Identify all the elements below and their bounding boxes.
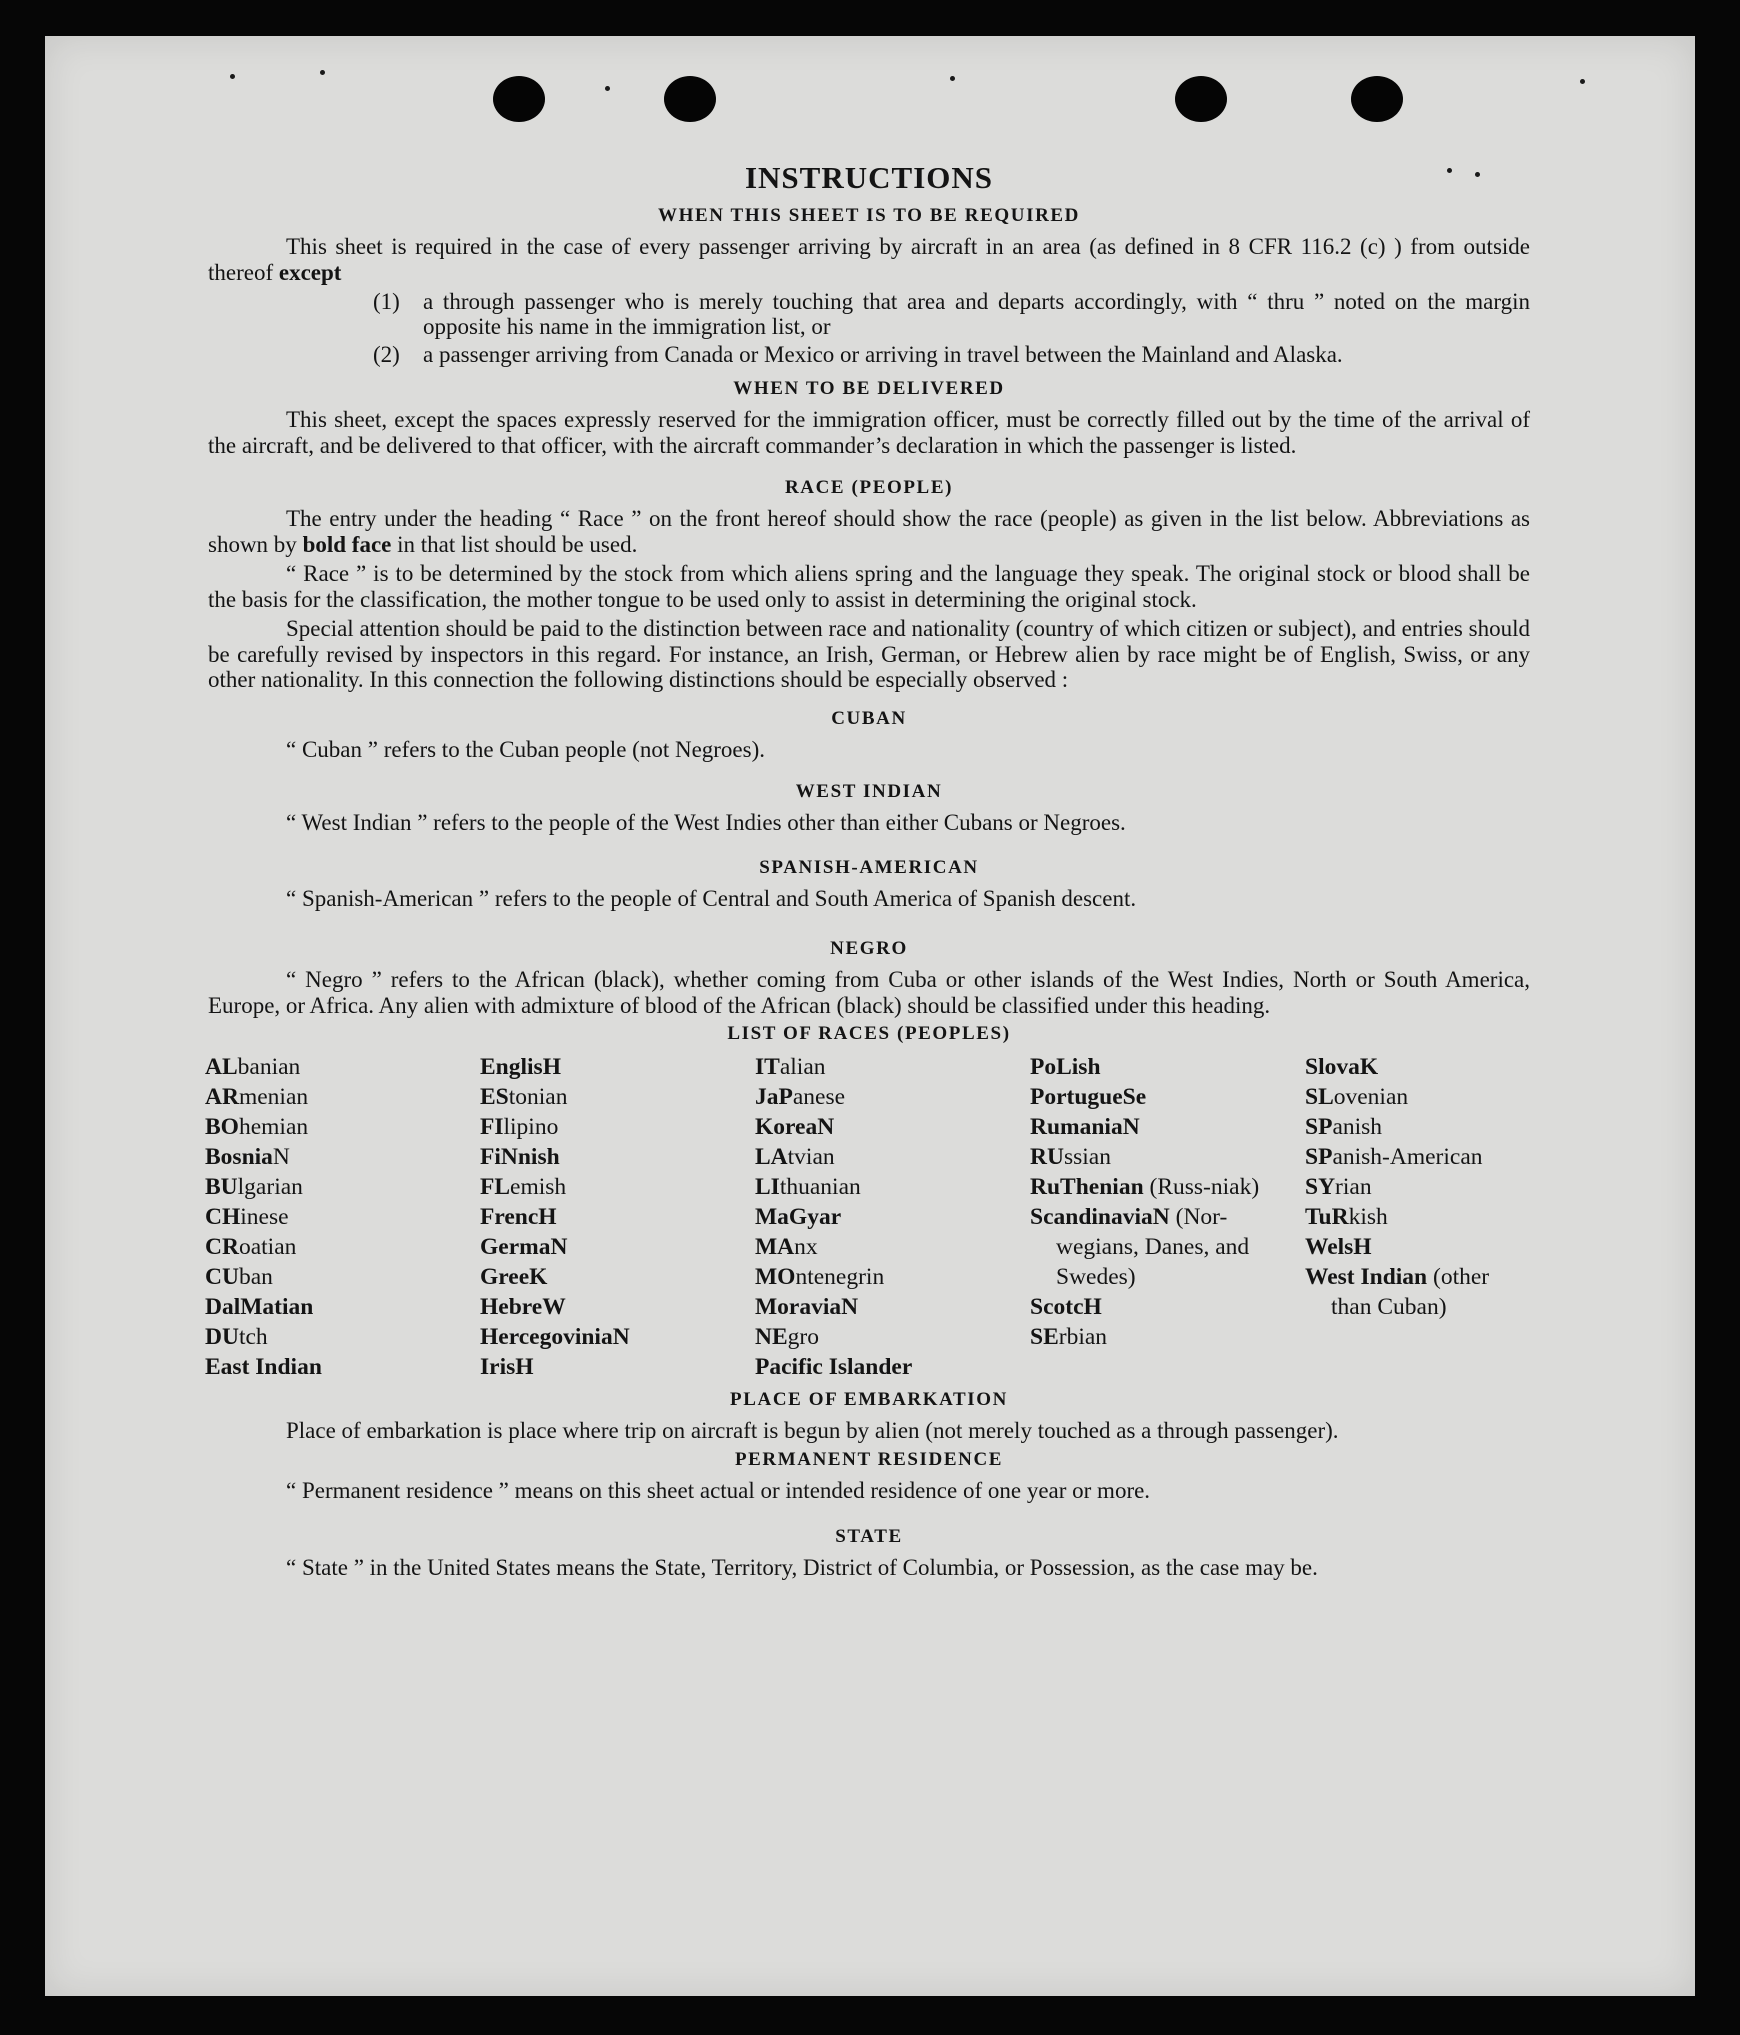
race-abbrev: SY bbox=[1305, 1174, 1336, 1200]
instructions-content bbox=[205, 160, 1530, 1581]
race-rest: tch bbox=[238, 1324, 268, 1350]
race-abbrev: DalMatian bbox=[205, 1294, 314, 1320]
race-abbrev: SlovaK bbox=[1305, 1054, 1379, 1080]
negro-text: “ Negro ” refers to the African (black), whether coming from Cuba or other islands of the West Indies, North or South America, Europe, or Africa. Any alien with admixture of blood of the African (black) should be classified under this heading. bbox=[208, 967, 1530, 1018]
speck bbox=[605, 86, 610, 91]
section-heading-races-list: LIST OF RACES (PEOPLES) bbox=[727, 1023, 1011, 1044]
race-entry bbox=[755, 1232, 1030, 1262]
section-heading-cuban: CUBAN bbox=[831, 707, 907, 729]
spanish-american-text: “ Spanish-American ” refers to the people of Central and South America of Spanish descent. bbox=[286, 885, 1137, 911]
race-abbrev: NE bbox=[755, 1324, 788, 1350]
race-rest: lgarian bbox=[237, 1174, 303, 1200]
race-rest: (Russ-niak) bbox=[1143, 1174, 1260, 1200]
exception-text: a through passenger who is merely touching that area and departs accordingly, with “ thru ” noted on the margin opposite his name in the immigration list, or bbox=[423, 289, 1530, 339]
race-entry bbox=[1030, 1172, 1305, 1202]
west-indian-text: “ West Indian ” refers to the people of the West Indies other than either Cubans or Negroes. bbox=[286, 810, 1126, 835]
cuban-text: “ Cuban ” refers to the Cuban people (not Negroes). bbox=[286, 736, 766, 762]
required-intro-bold: except bbox=[278, 259, 342, 285]
race-entry bbox=[755, 1142, 1030, 1172]
race-rest: ssian bbox=[1063, 1144, 1111, 1170]
race-entry bbox=[205, 1052, 480, 1082]
race-entry bbox=[755, 1082, 1030, 1112]
race-entry bbox=[755, 1112, 1030, 1142]
residence-text: “ Permanent residence ” means on this sheet actual or intended residence of one year or more. bbox=[286, 1477, 1151, 1503]
race-entry bbox=[480, 1322, 755, 1352]
race-rest: inese bbox=[240, 1204, 289, 1230]
race-abbrev: CH bbox=[205, 1204, 241, 1230]
race-entry bbox=[1030, 1142, 1305, 1172]
race-abbrev: East Indian bbox=[205, 1354, 322, 1380]
race-paragraph-3: Special attention should be paid to the distinction between race and nationality (country of which citizen or subject), and entries should be carefully revised by inspectors in this regard. For instance, an Irish, German, or Hebrew alien by race might be of English, Swiss, or any other nationality. In this connection the following distinctions should be especially observed : bbox=[208, 616, 1530, 692]
exception-text: a passenger arriving from Canada or Mexico or arriving in travel between the Mainland and Alaska. bbox=[423, 342, 1343, 367]
section-heading-required: WHEN THIS SHEET IS TO BE REQUIRED bbox=[657, 205, 1081, 226]
race-abbrev: SE bbox=[1030, 1324, 1059, 1350]
race-rest: kish bbox=[1348, 1204, 1388, 1230]
race-entry bbox=[205, 1232, 480, 1262]
race-rest: anish bbox=[1332, 1114, 1383, 1140]
section-heading-residence: PERMANENT RESIDENCE bbox=[734, 1448, 1004, 1470]
race-abbrev: FrencH bbox=[480, 1204, 557, 1230]
race-abbrev: MA bbox=[755, 1234, 795, 1260]
race-abbrev: BO bbox=[205, 1114, 239, 1140]
race-rest: lipino bbox=[503, 1114, 559, 1140]
race-abbrev: FI bbox=[480, 1114, 504, 1140]
races-column bbox=[755, 1052, 1030, 1382]
race-abbrev: HercegoviniaN bbox=[480, 1324, 630, 1350]
race-abbrev: LI bbox=[755, 1174, 780, 1200]
races-column bbox=[480, 1052, 755, 1382]
race-rest: rian bbox=[1335, 1174, 1372, 1200]
race-rest: N bbox=[272, 1144, 290, 1170]
race-entry bbox=[480, 1112, 755, 1142]
race-rest: tvian bbox=[787, 1144, 835, 1170]
section-heading-embarkation: PLACE OF EMBARKATION bbox=[730, 1389, 1008, 1410]
race-abbrev: CR bbox=[205, 1234, 239, 1260]
punch-hole-1 bbox=[493, 76, 545, 122]
race-entry bbox=[480, 1262, 755, 1292]
race-entry bbox=[205, 1322, 480, 1352]
race-entry bbox=[1305, 1232, 1527, 1262]
race-rest: menian bbox=[238, 1084, 309, 1110]
section-heading-west-indian: WEST INDIAN bbox=[795, 781, 943, 802]
race-entry bbox=[1030, 1292, 1305, 1322]
race-abbrev: GermaN bbox=[480, 1234, 568, 1260]
race-rest: oatian bbox=[238, 1234, 297, 1260]
race-abbrev: IT bbox=[755, 1054, 780, 1080]
race-entry bbox=[1305, 1142, 1527, 1172]
race-entry bbox=[755, 1292, 1030, 1322]
speck bbox=[320, 70, 325, 75]
state-text: “ State ” in the United States means the State, Territory, District of Columbia, or Possession, as the case may be. bbox=[286, 1555, 1318, 1580]
race-rest: gro bbox=[787, 1324, 819, 1350]
race-abbrev: West Indian bbox=[1305, 1264, 1428, 1290]
race-paragraph-2: “ Race ” is to be determined by the stock from which aliens spring and the language they speak. The original stock or blood shall be the basis for the classification, the mother tongue to be used only to assist in determining the original stock. bbox=[208, 561, 1530, 612]
speck bbox=[1580, 79, 1585, 84]
race-entry bbox=[480, 1142, 755, 1172]
race-entry bbox=[1305, 1262, 1527, 1322]
section-heading-spanish-american: SPANISH-AMERICAN bbox=[759, 856, 979, 878]
race-abbrev: SL bbox=[1305, 1084, 1334, 1110]
race-entry bbox=[1030, 1082, 1305, 1112]
race-entry bbox=[205, 1172, 480, 1202]
race-abbrev: MO bbox=[755, 1264, 796, 1290]
speck bbox=[950, 76, 955, 81]
race-entry bbox=[1305, 1202, 1527, 1232]
race-entry bbox=[480, 1232, 755, 1262]
race-entry bbox=[1030, 1112, 1305, 1142]
race-entry bbox=[205, 1142, 480, 1172]
section-heading-negro: NEGRO bbox=[830, 938, 908, 959]
race-rest: ban bbox=[238, 1264, 273, 1290]
race-rest: (other than Cuban) bbox=[1331, 1264, 1490, 1320]
section-heading-state: STATE bbox=[835, 1526, 903, 1547]
race-entry bbox=[205, 1262, 480, 1292]
race-entry bbox=[755, 1172, 1030, 1202]
race-entry bbox=[755, 1352, 1030, 1382]
race-abbrev: ScandinaviaN bbox=[1030, 1204, 1170, 1230]
race-abbrev: BU bbox=[205, 1174, 238, 1200]
race-entry bbox=[1305, 1112, 1527, 1142]
race-abbrev: CU bbox=[205, 1264, 239, 1290]
embarkation-text: Place of embarkation is place where trip on aircraft is begun by alien (not merely touched as a through passenger). bbox=[286, 1418, 1339, 1443]
race-entry bbox=[480, 1352, 755, 1382]
race-entry bbox=[1030, 1322, 1305, 1352]
race-entry bbox=[1030, 1052, 1305, 1082]
race-abbrev: AL bbox=[205, 1054, 238, 1080]
race-abbrev: SP bbox=[1305, 1144, 1333, 1170]
punch-hole-3 bbox=[1175, 76, 1227, 122]
page-title: INSTRUCTIONS bbox=[744, 160, 993, 195]
exception-item bbox=[373, 289, 1530, 339]
race-entry bbox=[755, 1262, 1030, 1292]
race-entry bbox=[205, 1202, 480, 1232]
race-rest: nx bbox=[794, 1234, 818, 1260]
race-abbrev: DU bbox=[205, 1324, 239, 1350]
race-abbrev: PortugueSe bbox=[1030, 1084, 1147, 1110]
race-rest: emish bbox=[510, 1174, 567, 1200]
races-list bbox=[205, 1052, 1530, 1382]
race-abbrev: IrisH bbox=[480, 1354, 534, 1380]
exceptions-list bbox=[208, 289, 1530, 367]
race-entry bbox=[1305, 1082, 1527, 1112]
race-paragraph-1 bbox=[208, 506, 1530, 557]
race-rest: (Nor-wegians, Danes, and Swedes) bbox=[1056, 1204, 1250, 1290]
race-abbrev: HebreW bbox=[480, 1294, 566, 1320]
race-entry bbox=[480, 1052, 755, 1082]
race-rest: anese bbox=[792, 1084, 846, 1110]
race-abbrev: JaP bbox=[755, 1084, 793, 1110]
exception-number: (1) bbox=[373, 289, 400, 314]
race-entry bbox=[1305, 1052, 1527, 1082]
race-abbrev: FiNnish bbox=[480, 1144, 560, 1170]
race-abbrev: RU bbox=[1030, 1144, 1064, 1170]
race-entry bbox=[205, 1292, 480, 1322]
race-p1-b: in that list should be used. bbox=[397, 531, 638, 557]
race-entry bbox=[480, 1172, 755, 1202]
race-entry bbox=[205, 1352, 480, 1382]
race-entry bbox=[205, 1112, 480, 1142]
race-abbrev: ScotcH bbox=[1030, 1294, 1102, 1320]
races-column bbox=[205, 1052, 480, 1382]
races-column bbox=[1030, 1052, 1305, 1382]
race-rest: rbian bbox=[1058, 1324, 1108, 1350]
race-rest: ovenian bbox=[1333, 1084, 1409, 1110]
race-entry bbox=[480, 1082, 755, 1112]
race-rest: anish-American bbox=[1332, 1144, 1483, 1170]
race-p1-a: The entry under the heading “ Race ” on the front hereof should show the race (people) as given in the list below. Abbreviations as shown by bbox=[208, 506, 1530, 557]
race-abbrev: TuR bbox=[1305, 1204, 1349, 1230]
race-abbrev: GreeK bbox=[480, 1264, 548, 1290]
section-heading-delivered: WHEN TO BE DELIVERED bbox=[733, 378, 1005, 399]
punch-hole-4 bbox=[1351, 76, 1403, 122]
race-abbrev: FL bbox=[480, 1174, 511, 1200]
race-p1-bold: bold face bbox=[302, 531, 392, 557]
race-rest: hemian bbox=[238, 1114, 309, 1140]
race-abbrev: LA bbox=[755, 1144, 788, 1170]
required-intro-text: This sheet is required in the case of every passenger arriving by aircraft in an area (as defined in 8 CFR 116.2 (c) ) from outside thereof bbox=[208, 234, 1530, 285]
race-abbrev: ES bbox=[480, 1084, 509, 1110]
race-entry bbox=[1305, 1172, 1527, 1202]
race-rest: thuanian bbox=[779, 1174, 861, 1200]
race-abbrev: Pacific Islander bbox=[755, 1354, 913, 1380]
race-abbrev: EnglisH bbox=[480, 1054, 561, 1080]
section-heading-race: RACE (PEOPLE) bbox=[784, 477, 954, 498]
race-rest: alian bbox=[779, 1054, 826, 1080]
race-entry bbox=[205, 1082, 480, 1112]
race-entry bbox=[480, 1292, 755, 1322]
delivered-text: This sheet, except the spaces expressly reserved for the immigration officer, must be correctly filled out by the time of the arrival of the aircraft, and be delivered to that officer, with the aircraft commander’s declaration in which the passenger is listed. bbox=[208, 407, 1530, 458]
exception-number: (2) bbox=[373, 342, 400, 367]
race-rest: banian bbox=[237, 1054, 301, 1080]
race-abbrev: AR bbox=[205, 1084, 239, 1110]
race-entry bbox=[755, 1322, 1030, 1352]
race-entry bbox=[480, 1202, 755, 1232]
race-abbrev: RuThenian bbox=[1030, 1174, 1144, 1200]
race-rest: ntenegrin bbox=[795, 1264, 885, 1290]
race-entry bbox=[1030, 1202, 1305, 1292]
race-abbrev: KoreaN bbox=[755, 1114, 835, 1140]
required-intro bbox=[208, 234, 1530, 285]
punch-hole-2 bbox=[664, 76, 716, 122]
race-rest: tonian bbox=[508, 1084, 568, 1110]
race-abbrev: Bosnia bbox=[205, 1144, 273, 1170]
race-abbrev: RumaniaN bbox=[1030, 1114, 1140, 1140]
race-abbrev: MaGyar bbox=[755, 1204, 842, 1230]
race-abbrev: MoraviaN bbox=[755, 1294, 859, 1320]
race-entry bbox=[755, 1202, 1030, 1232]
exception-item bbox=[373, 342, 1530, 367]
race-entry bbox=[755, 1052, 1030, 1082]
race-abbrev: SP bbox=[1305, 1114, 1333, 1140]
race-abbrev: PoLish bbox=[1030, 1054, 1101, 1080]
races-column bbox=[1305, 1052, 1527, 1382]
speck bbox=[230, 74, 235, 79]
race-abbrev: WelsH bbox=[1305, 1234, 1372, 1260]
